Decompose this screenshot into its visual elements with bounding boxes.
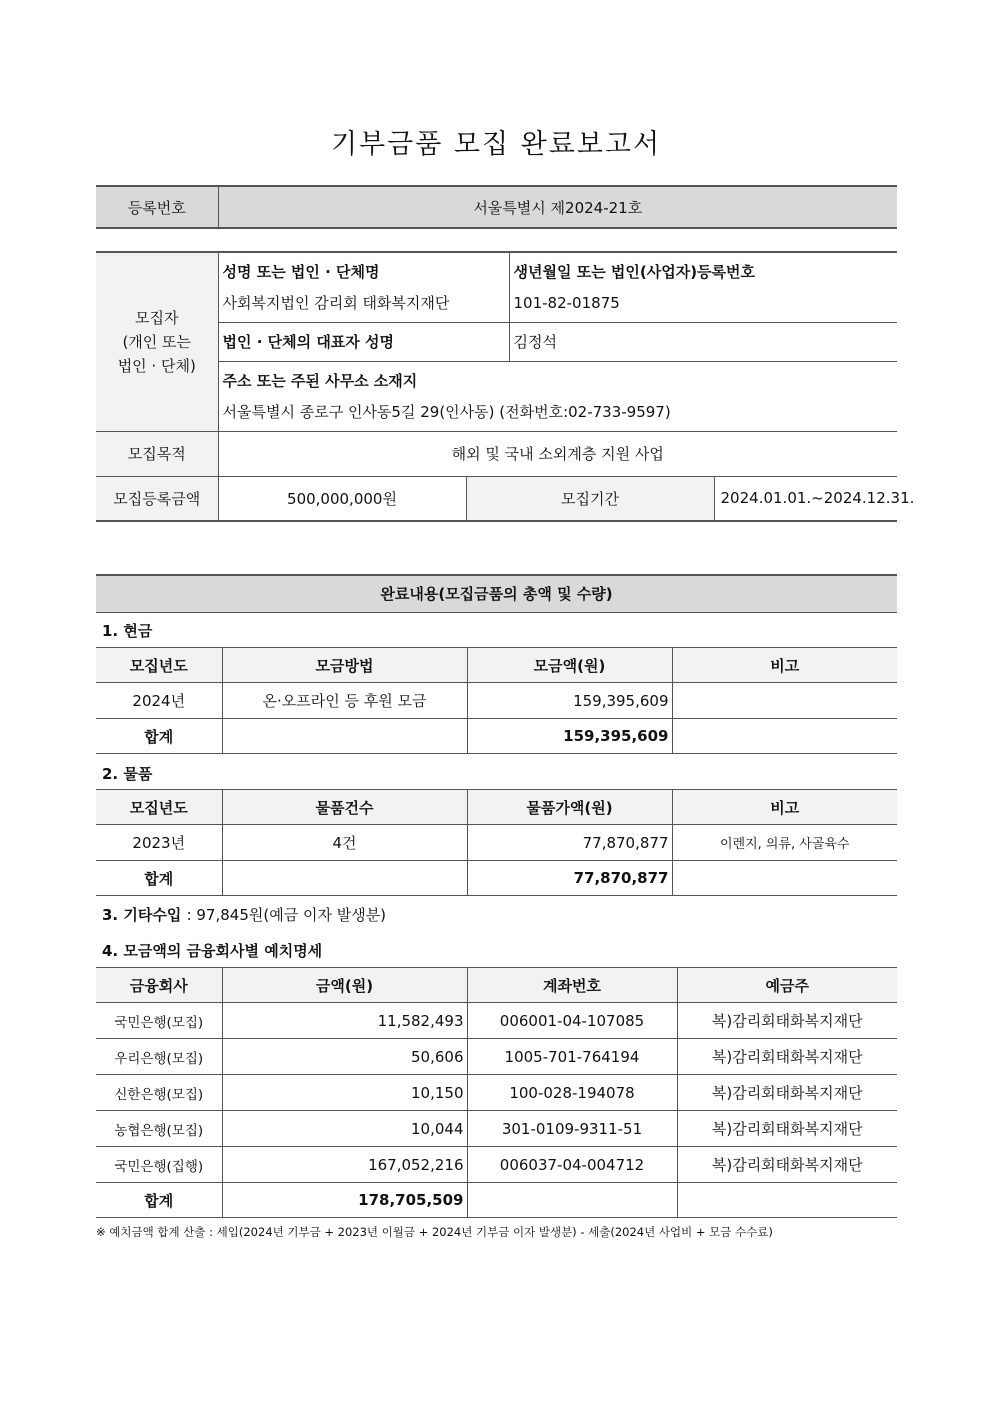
registration-number-value: 서울특별시 제2024-21호 — [218, 186, 897, 228]
table-row — [96, 825, 897, 861]
deposit-amount: 167,052,216 — [222, 1147, 467, 1183]
deposit-bank: 신한은행(모집) — [96, 1075, 222, 1111]
deposit-account: 006001-04-107085 — [467, 1003, 677, 1039]
amount-value: 500,000,000원 — [218, 476, 466, 521]
completion-header-text: 완료내용(모집금품의 총액 및 수량) — [96, 575, 897, 612]
purpose-label: 모집목적 — [96, 431, 218, 476]
cash-year: 2024년 — [96, 683, 222, 719]
deposit-account: 100-028-194078 — [467, 1075, 677, 1111]
goods-total-amount: 77,870,877 — [467, 861, 672, 896]
cash-total-note — [672, 719, 897, 754]
cash-amount: 159,395,609 — [467, 683, 672, 719]
deposit-amount: 10,044 — [222, 1111, 467, 1147]
goods-header-note: 비고 — [672, 790, 897, 825]
goods-year: 2023년 — [96, 825, 222, 861]
deposits-header-account: 계좌번호 — [467, 968, 677, 1003]
deposit-holder: 복)감리회태화복지재단 — [677, 1147, 897, 1183]
goods-note: 이렌지, 의류, 사골육수 — [672, 825, 897, 861]
cash-total-amount: 159,395,609 — [467, 719, 672, 754]
deposit-bank: 국민은행(집행) — [96, 1147, 222, 1183]
registration-number-label: 등록번호 — [96, 186, 218, 228]
deposits-table — [96, 967, 897, 1218]
collector-label-line: (개인 또는 — [122, 332, 192, 351]
deposits-header-bank: 금융회사 — [96, 968, 222, 1003]
amount-label: 모집등록금액 — [96, 476, 218, 521]
total-row — [96, 719, 897, 754]
collector-name-label: 성명 또는 법인 · 단체명 — [222, 262, 380, 281]
cash-header-note: 비고 — [672, 648, 897, 683]
deposit-bank: 농협은행(모집) — [96, 1111, 222, 1147]
deposits-header-holder: 예금주 — [677, 968, 897, 1003]
table-row — [96, 1003, 897, 1039]
period-value: 2024.01.01.~2024.12.31. — [714, 476, 897, 521]
cash-note — [672, 683, 897, 719]
goods-header-year: 모집년도 — [96, 790, 222, 825]
deposits-total-empty — [467, 1183, 677, 1218]
registration-table — [96, 185, 897, 229]
goods-amount: 77,870,877 — [467, 825, 672, 861]
address-label: 주소 또는 주된 사무소 소재지 — [222, 371, 418, 390]
goods-count: 4건 — [222, 825, 467, 861]
deposits-total-amount: 178,705,509 — [222, 1183, 467, 1218]
deposit-amount: 50,606 — [222, 1039, 467, 1075]
deposit-holder: 복)감리회태화복지재단 — [677, 1039, 897, 1075]
deposit-amount: 10,150 — [222, 1075, 467, 1111]
deposit-account: 1005-701-764194 — [467, 1039, 677, 1075]
deposit-account: 301-0109-9311-51 — [467, 1111, 677, 1147]
collector-table — [96, 251, 915, 522]
other-income — [102, 904, 386, 925]
cash-total-empty — [222, 719, 467, 754]
completion-header — [96, 574, 897, 613]
period-label: 모집기간 — [466, 476, 714, 521]
collector-regno-cell — [509, 252, 897, 322]
other-income-label: 3. 기타수입 — [102, 906, 182, 924]
goods-header-count: 물품건수 — [222, 790, 467, 825]
deposits-total-holder — [677, 1183, 897, 1218]
representative-value: 김정석 — [509, 322, 897, 361]
collector-regno-label: 생년월일 또는 법인(사업자)등록번호 — [513, 262, 756, 281]
deposits-total-label: 합계 — [96, 1183, 222, 1218]
table-row — [96, 1039, 897, 1075]
goods-header-amount: 물품가액(원) — [467, 790, 672, 825]
collector-name-cell — [218, 252, 509, 322]
footnote: ※ 예치금액 합계 산출 : 세입(2024년 기부금 + 2023년 이월금 + 2024년 기부금 이자 발생분) - 세출(2024년 사업비 + 모금 수수료) — [96, 1225, 773, 1239]
other-income-value: : 97,845원(예금 이자 발생분) — [186, 906, 387, 924]
deposit-holder: 복)감리회태화복지재단 — [677, 1003, 897, 1039]
collector-label-line: 모집자 — [135, 308, 179, 327]
deposits-header-amount: 금액(원) — [222, 968, 467, 1003]
deposit-account: 006037-04-004712 — [467, 1147, 677, 1183]
collector-label-line: 법인 · 단체) — [117, 356, 196, 375]
deposit-bank: 국민은행(모집) — [96, 1003, 222, 1039]
representative-label: 법인 · 단체의 대표자 성명 — [218, 322, 509, 361]
cash-method: 온·오프라인 등 후원 모금 — [222, 683, 467, 719]
total-row — [96, 861, 897, 896]
deposit-holder: 복)감리회태화복지재단 — [677, 1075, 897, 1111]
deposit-bank: 우리은행(모집) — [96, 1039, 222, 1075]
goods-total-label: 합계 — [96, 861, 222, 896]
collector-label — [96, 252, 218, 431]
document-title: 기부금품 모집 완료보고서 — [330, 129, 662, 160]
address-value: 서울특별시 종로구 인사동5길 29(인사동) (전화번호:02-733-9597) — [222, 402, 671, 421]
cash-total-label: 합계 — [96, 719, 222, 754]
goods-table — [96, 789, 897, 896]
collector-name-value: 사회복지법인 감리회 태화복지재단 — [222, 293, 450, 312]
address-cell — [218, 361, 897, 431]
cash-header-method: 모금방법 — [222, 648, 467, 683]
deposit-amount: 11,582,493 — [222, 1003, 467, 1039]
table-row — [96, 1111, 897, 1147]
total-row — [96, 1183, 897, 1218]
purpose-value: 해외 및 국내 소외계층 지원 사업 — [218, 431, 897, 476]
goods-heading: 2. 물품 — [102, 765, 153, 783]
table-row — [96, 683, 897, 719]
cash-heading: 1. 현금 — [102, 622, 153, 640]
goods-total-note — [672, 861, 897, 896]
cash-header-year: 모집년도 — [96, 648, 222, 683]
table-row — [96, 1147, 897, 1183]
table-row — [96, 1075, 897, 1111]
goods-total-empty — [222, 861, 467, 896]
deposit-holder: 복)감리회태화복지재단 — [677, 1111, 897, 1147]
deposits-heading: 4. 모금액의 금융회사별 예치명세 — [102, 942, 323, 960]
cash-table — [96, 647, 897, 754]
collector-regno-value: 101-82-01875 — [513, 293, 620, 312]
cash-header-amount: 모금액(원) — [467, 648, 672, 683]
